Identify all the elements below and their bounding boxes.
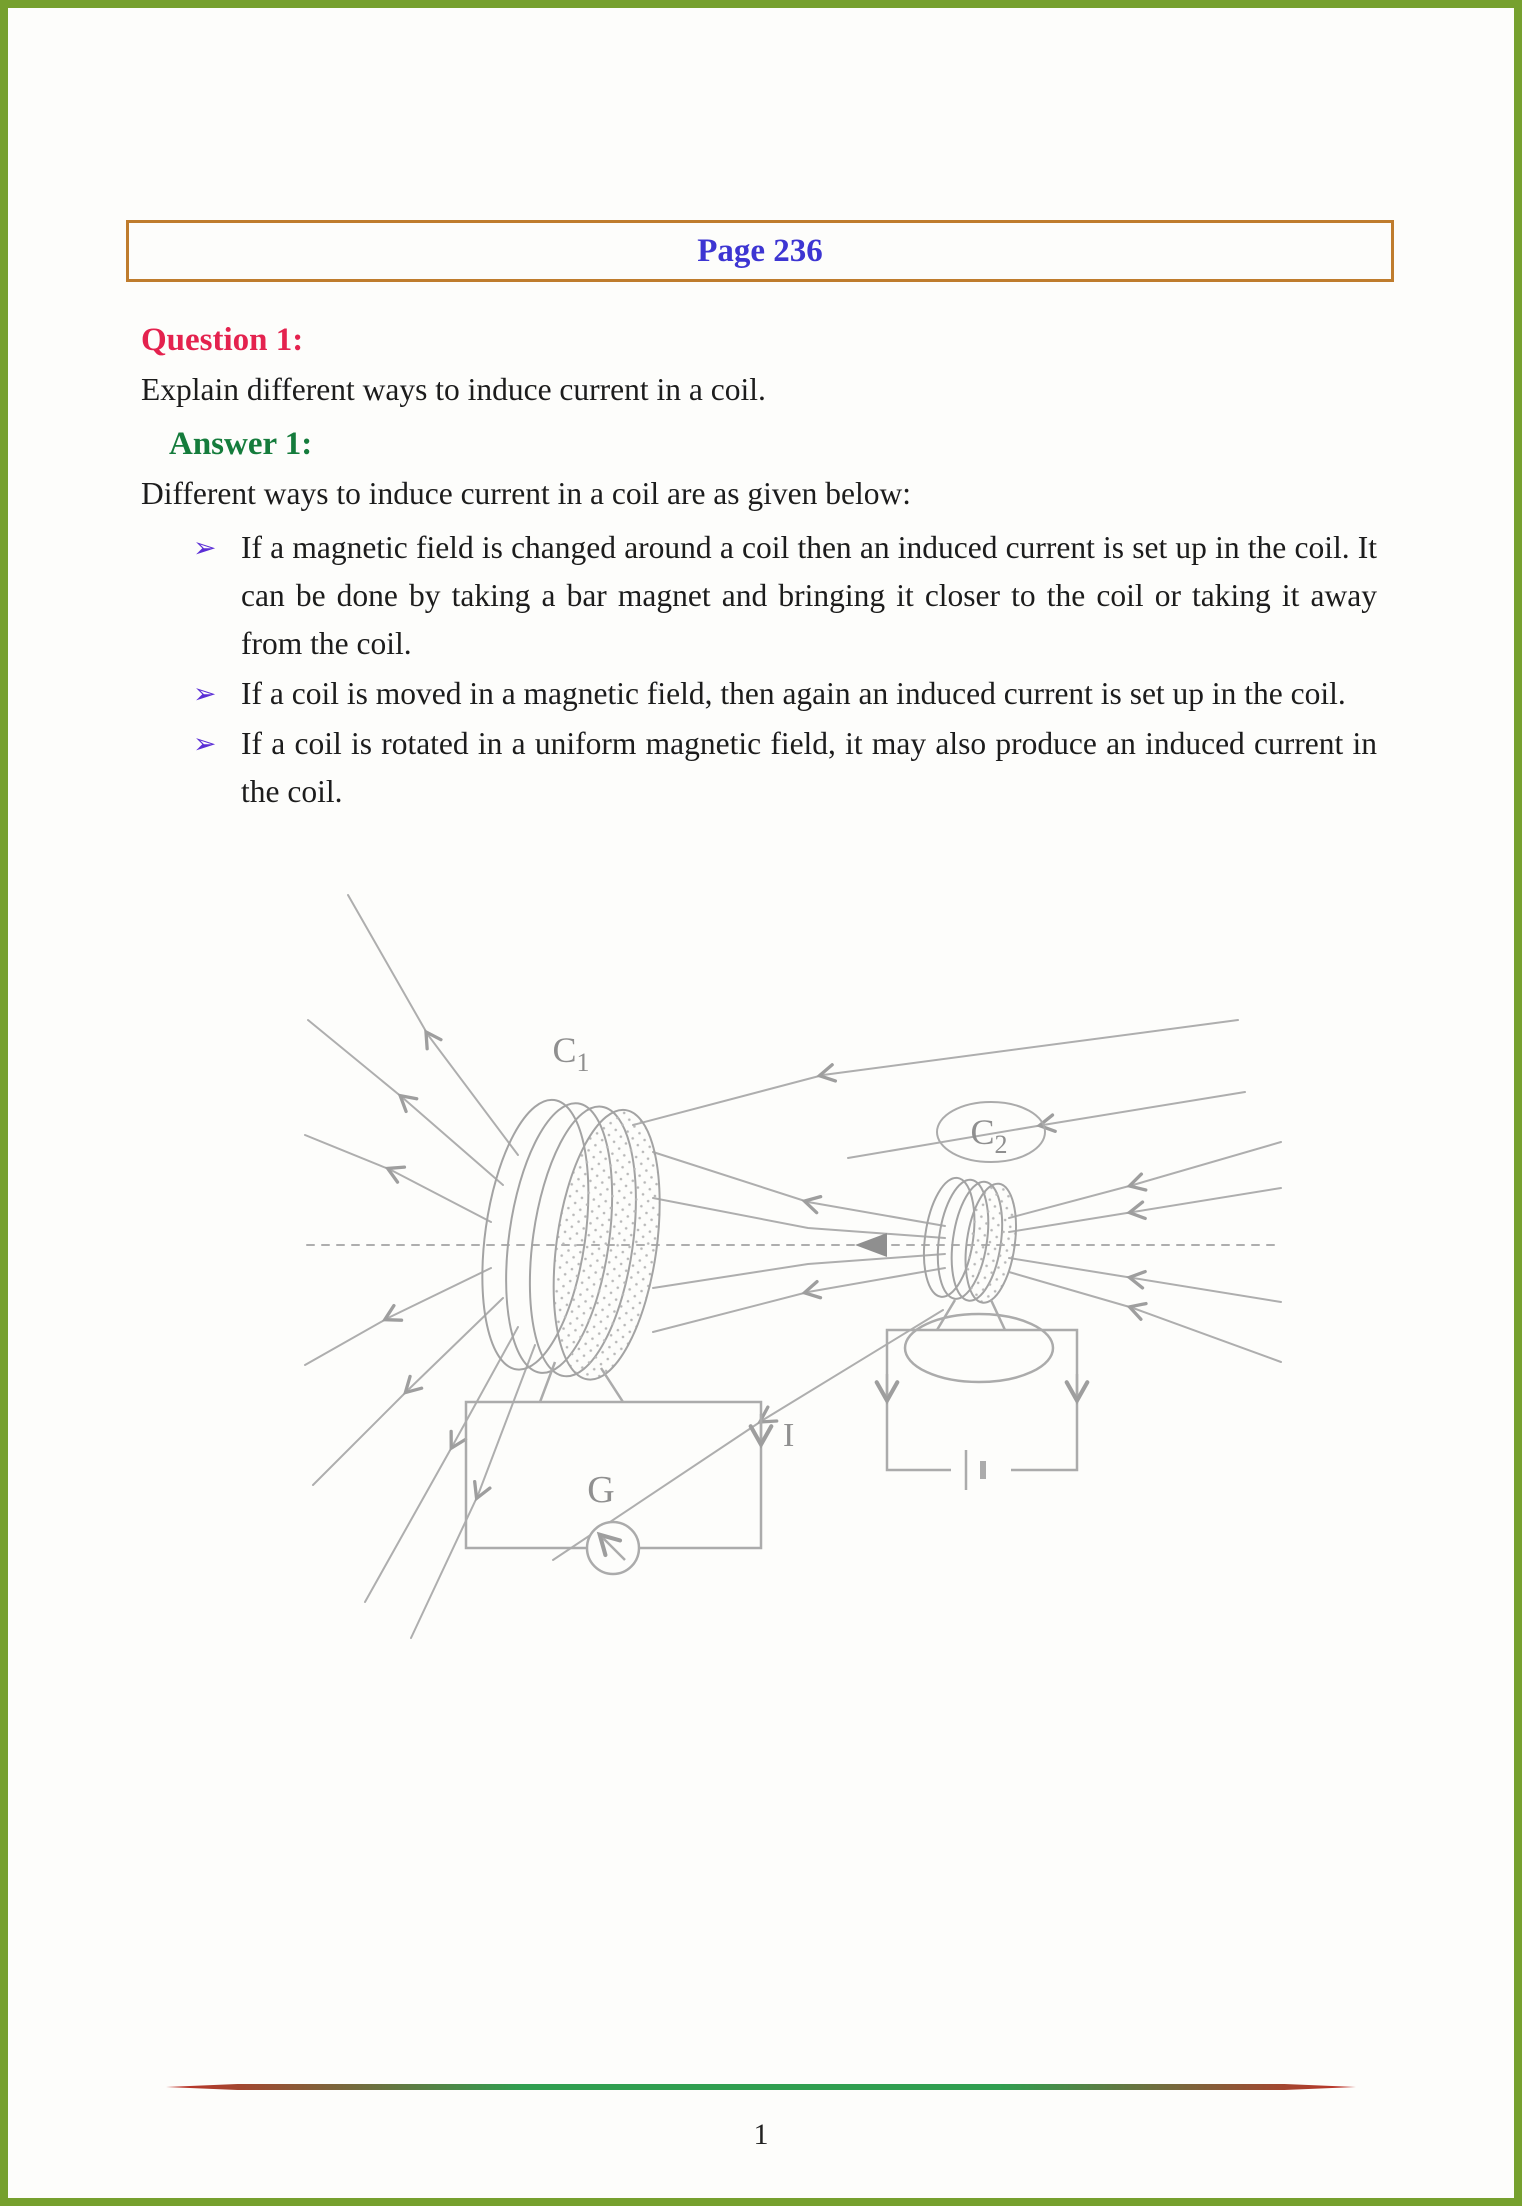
induction-diagram-figure (8, 840, 1514, 1680)
page-number: 1 (753, 2118, 769, 2151)
bullet-text: If a coil is rotated in a uniform magnetic field, it may also produce an induced current in the coil. (241, 726, 1377, 809)
question-text: Explain different ways to induce current in a coil. (141, 372, 766, 407)
galvanometer-circuit (466, 1362, 761, 1574)
question-label: Question 1: (141, 322, 304, 358)
bullet-arrow-icon: ➢ (193, 531, 217, 564)
page-header-box (126, 220, 1394, 282)
current-label: I (783, 1417, 795, 1454)
bullet-text: If a coil is moved in a magnetic field, then again an induced current is set up in the coil. (241, 676, 1346, 711)
battery-circuit (887, 1300, 1077, 1490)
coil-c1 (467, 1093, 675, 1386)
answer-intro: Different ways to induce current in a coil are as given below: (141, 476, 912, 511)
bullet-text: If a magnetic field is changed around a coil then an induced current is set up in the coil. It can be done by taking a bar magnet and bringing it closer to the coil or taking it away from the coil. (241, 530, 1377, 661)
page-title: Page 236 (697, 232, 823, 269)
list-item (193, 524, 1377, 668)
list-item (193, 720, 1377, 816)
list-item (193, 670, 1377, 718)
answer-bullet-list (193, 524, 1377, 816)
induction-diagram (303, 840, 1283, 1660)
galvanometer-label: G (587, 1469, 615, 1511)
field-lines (305, 895, 1281, 1638)
coil-c2-label: $C_2$ (970, 1112, 1008, 1159)
bullet-arrow-icon: ➢ (193, 727, 217, 760)
coil-c1-label: $C_1$ (552, 1030, 590, 1077)
coil-c2 (917, 1175, 1023, 1306)
axis-arrow-icon (855, 1233, 887, 1257)
bullet-arrow-icon: ➢ (193, 677, 217, 710)
footer-divider (166, 2084, 1356, 2090)
answer-label: Answer 1: (169, 426, 313, 462)
